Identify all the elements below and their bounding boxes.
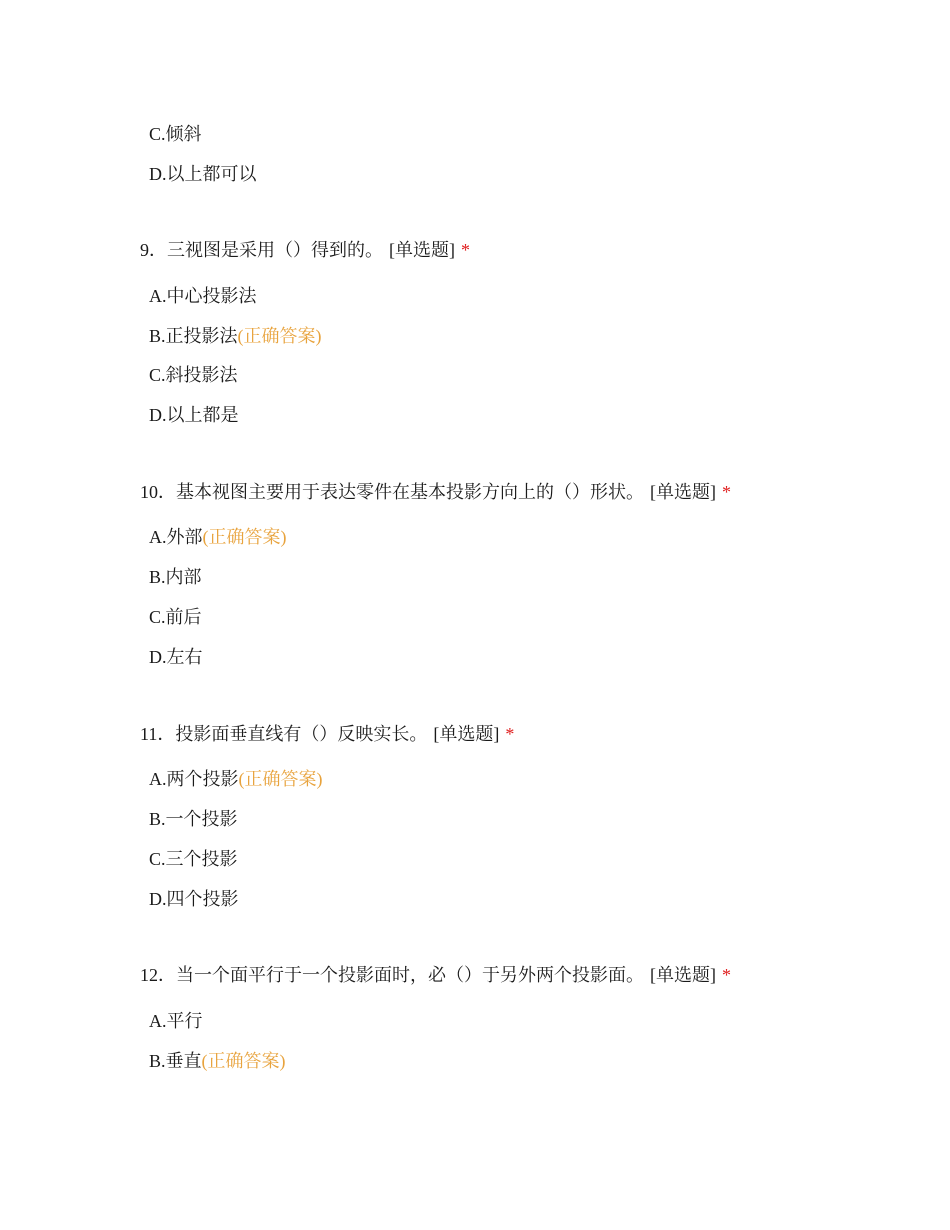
- q10-option-c: [149, 606, 202, 628]
- option-text: 正投影法: [165, 326, 238, 346]
- question-number: 9．: [140, 240, 167, 260]
- option-text: 垂直: [165, 1051, 202, 1071]
- required-marker: *: [722, 482, 731, 502]
- required-marker: *: [505, 724, 515, 744]
- option-letter: B.: [149, 326, 166, 346]
- question-12-title: [140, 964, 731, 986]
- option-letter: C.: [149, 849, 166, 869]
- correct-answer-marker: (正确答案): [202, 527, 287, 547]
- q10-option-d: [149, 646, 203, 668]
- option-text: 外部: [166, 527, 203, 547]
- option-letter: C.: [149, 607, 166, 627]
- question-type: [单选题]: [650, 482, 716, 502]
- correct-answer-marker: (正确答案): [238, 769, 323, 789]
- option-text: 左右: [166, 647, 203, 667]
- q11-option-a: [149, 768, 323, 790]
- option-letter: A.: [149, 1011, 167, 1031]
- q12-option-b: [149, 1050, 286, 1072]
- q9-option-d: [149, 404, 239, 426]
- q11-option-b: [149, 808, 238, 830]
- option-text: 倾斜: [165, 124, 202, 144]
- question-number: 12．: [140, 965, 176, 985]
- q9-option-b: [149, 325, 322, 347]
- question-type: [单选题]: [389, 240, 455, 260]
- option-text: 一个投影: [165, 809, 238, 829]
- question-9-title: [140, 239, 470, 261]
- correct-answer-marker: (正确答案): [201, 1051, 286, 1071]
- question-text: 三视图是采用（）得到的。: [167, 240, 383, 260]
- option-letter: B.: [149, 1051, 166, 1071]
- q8-option-c: [149, 123, 202, 145]
- option-text: 以上都可以: [166, 164, 257, 184]
- option-text: 平行: [166, 1011, 203, 1031]
- q11-option-d: [149, 888, 239, 910]
- option-text: 以上都是: [166, 405, 239, 425]
- option-letter: D.: [149, 164, 167, 184]
- option-text: 三个投影: [165, 849, 238, 869]
- q9-option-a: [149, 285, 257, 307]
- option-letter: D.: [149, 405, 167, 425]
- option-letter: C.: [149, 124, 166, 144]
- option-text: 前后: [165, 607, 202, 627]
- option-letter: D.: [149, 889, 167, 909]
- q11-option-c: [149, 848, 238, 870]
- question-number: 11．: [140, 724, 176, 744]
- option-letter: C.: [149, 365, 166, 385]
- option-text: 四个投影: [166, 889, 239, 909]
- option-text: 中心投影法: [166, 286, 257, 306]
- question-text: 投影面垂直线有（）反映实长。: [175, 724, 428, 744]
- correct-answer-marker: (正确答案): [237, 326, 322, 346]
- required-marker: *: [461, 240, 470, 260]
- option-letter: A.: [149, 769, 167, 789]
- question-text: 当一个面平行于一个投影面时，必（）于另外两个投影面。: [176, 965, 644, 985]
- question-number: 10．: [140, 482, 176, 502]
- q9-option-c: [149, 364, 238, 386]
- option-letter: B.: [149, 567, 166, 587]
- q10-option-b: [149, 566, 202, 588]
- option-letter: B.: [149, 809, 166, 829]
- question-11-title: [140, 723, 514, 745]
- q10-option-a: [149, 526, 287, 548]
- question-type: [单选题]: [433, 724, 500, 744]
- option-text: 两个投影: [166, 769, 239, 789]
- option-text: 斜投影法: [165, 365, 238, 385]
- q12-option-a: [149, 1010, 203, 1032]
- option-letter: D.: [149, 647, 167, 667]
- option-letter: A.: [149, 286, 167, 306]
- question-10-title: [140, 481, 731, 503]
- option-letter: A.: [149, 527, 167, 547]
- option-text: 内部: [165, 567, 202, 587]
- required-marker: *: [722, 965, 731, 985]
- question-type: [单选题]: [650, 965, 716, 985]
- question-text: 基本视图主要用于表达零件在基本投影方向上的（）形状。: [176, 482, 644, 502]
- q8-option-d: [149, 163, 257, 185]
